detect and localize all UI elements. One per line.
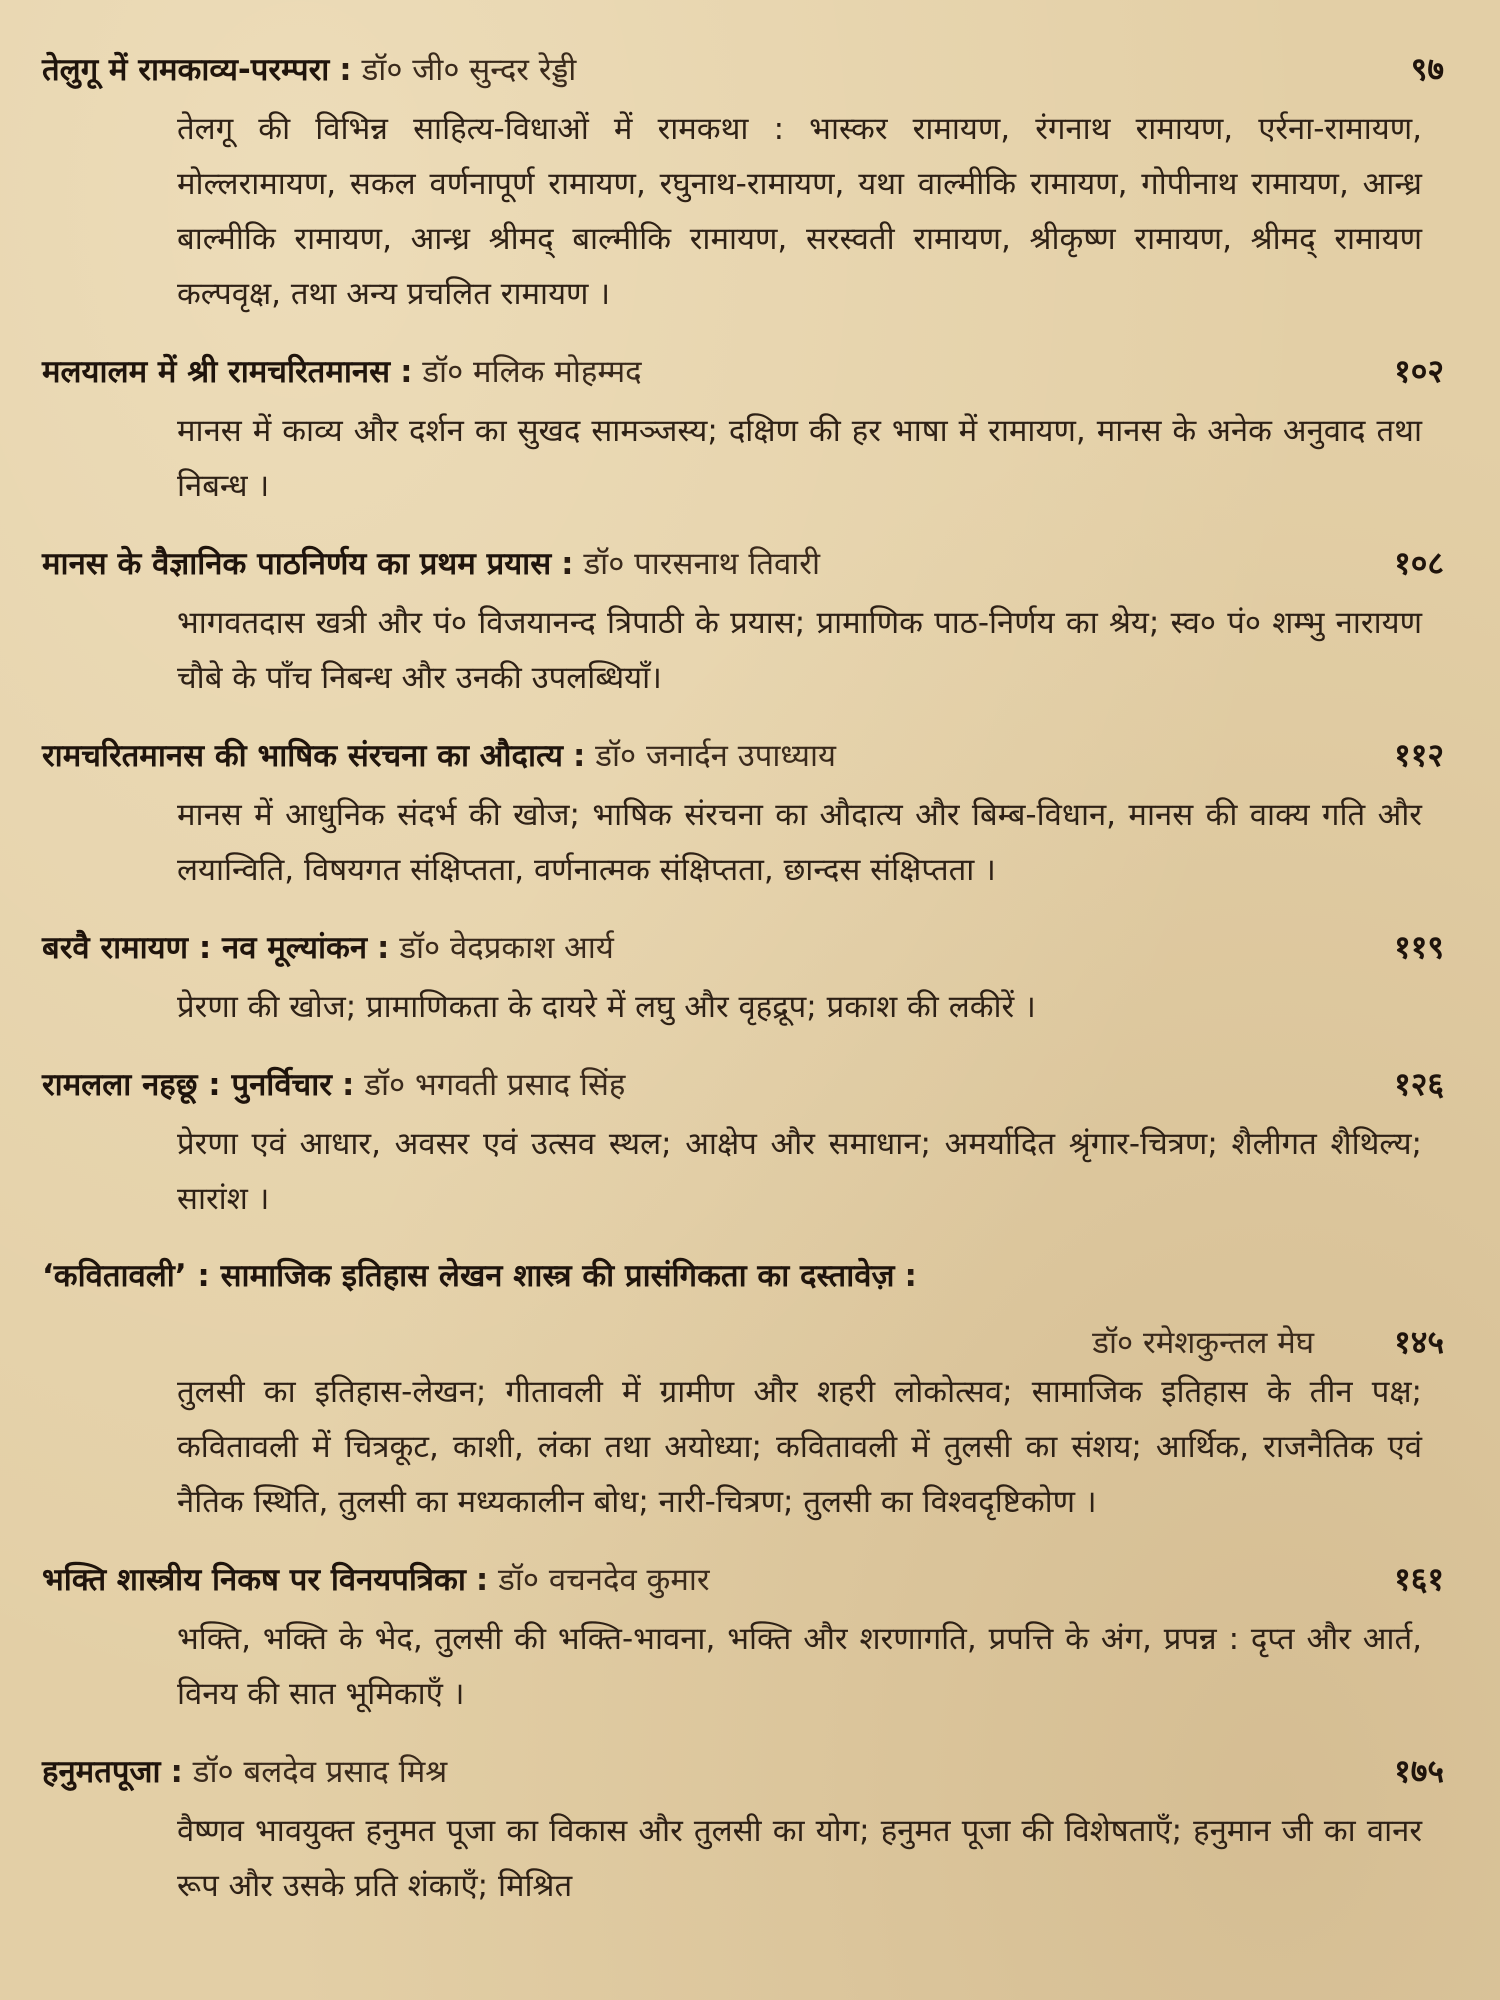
article-title: भक्ति शास्त्रीय निकष पर विनयपत्रिका: [42, 1562, 466, 1598]
article-title: रामलला नहछू : पुनर्विचार: [42, 1067, 332, 1103]
page-number: १४५: [1394, 1323, 1444, 1361]
article-title: बरवै रामायण : नव मूल्यांकन: [42, 930, 368, 966]
toc-entry: [42, 722, 1462, 898]
author-name: डॉ० बलदेव प्रसाद मिश्र: [192, 1754, 448, 1790]
colon-separator: :: [561, 546, 574, 582]
toc-entry: [42, 914, 1462, 1035]
toc-entry: [42, 1051, 1462, 1227]
author-line: [42, 1309, 1462, 1365]
entry-heading: [42, 914, 1462, 980]
colon-separator: :: [904, 1258, 917, 1294]
page-number: १०२: [1394, 352, 1444, 390]
article-summary: प्रेरणा की खोज; प्रामाणिकता के दायरे में लघु और वृहद्रूप; प्रकाश की लकीरें ।: [177, 989, 1036, 1025]
toc-entry: [42, 1738, 1462, 1914]
page-number: १६१: [1394, 1560, 1444, 1598]
colon-separator: :: [475, 1562, 489, 1598]
table-of-contents: [42, 36, 1462, 1930]
article-title: रामचरितमानस की भाषिक संरचना का औदात्य: [42, 738, 563, 774]
article-summary: मानस में काव्य और दर्शन का सुखद सामञ्जस्य; दक्षिण की हर भाषा में रामायण, मानस के अनेक अनुवाद तथा निबन्ध ।: [177, 413, 1422, 504]
article-summary: मानस में आधुनिक संदर्भ की खोज; भाषिक संरचना का औदात्य और बिम्ब-विधान, मानस की वाक्य गति और लयान्विति, विषयगत संक्षिप्तता, वर्णनात्मक संक्षिप्तता, छान्दस संक्षिप्तता ।: [177, 797, 1422, 888]
entry-heading: [42, 722, 1462, 788]
colon-separator: :: [339, 52, 352, 88]
article-title: ‘कवितावली’ : सामाजिक इतिहास लेखन शास्त्र की प्रासंगिकता का दस्तावेज़: [42, 1258, 895, 1294]
article-title: हनुमतपूजा: [42, 1754, 161, 1790]
article-summary: तेलगू की विभिन्न साहित्य-विधाओं में रामकथा : भास्कर रामायण, रंगनाथ रामायण, एर्रना-रामायण, मोल्लरामायण, सकल वर्णनापूर्ण रामायण, रघुनाथ-रामायण, यथा वाल्मीकि रामायण, गोपीनाथ रामायण, आन्ध्र बाल्मीकि रामायण, आन्ध्र श्रीमद् बाल्मीकि रामायण, सरस्वती रामायण, श्रीकृष्ण रामायण, श्रीमद् रामायण कल्पवृक्ष, तथा अन्य प्रचलित रामायण ।: [177, 111, 1422, 312]
article-title: मलयालम में श्री रामचरितमानस: [42, 354, 391, 390]
toc-entry: [42, 1243, 1462, 1530]
colon-separator: :: [400, 354, 413, 390]
page-number: १२६: [1394, 1065, 1444, 1103]
entry-heading: [42, 1738, 1462, 1804]
author-name: डॉ० वेदप्रकाश आर्य: [399, 930, 614, 966]
toc-entry: [42, 36, 1462, 322]
entry-heading: [42, 1243, 1462, 1309]
entry-heading: [42, 36, 1462, 102]
author-name: डॉ० मलिक मोहम्मद: [422, 354, 642, 390]
article-summary: प्रेरणा एवं आधार, अवसर एवं उत्सव स्थल; आक्षेप और समाधान; अमर्यादित श्रृंगार-चित्रण; शैलीगत शैथिल्य; सारांश ।: [177, 1126, 1422, 1217]
article-title: तेलुगू में रामकाव्य-परम्परा: [42, 52, 330, 88]
page-number: १७५: [1394, 1752, 1444, 1790]
article-summary: भागवतदास खत्री और पं० विजयानन्द त्रिपाठी के प्रयास; प्रामाणिक पाठ-निर्णय का श्रेय; स्व० पं० शम्भु नारायण चौबे के पाँच निबन्ध और उनकी उपलब्धियाँ।: [177, 605, 1422, 696]
entry-heading: [42, 530, 1462, 596]
author-name: डॉ० भगवती प्रसाद सिंह: [364, 1067, 626, 1103]
entry-heading: [42, 338, 1462, 404]
article-summary: वैष्णव भावयुक्त हनुमत पूजा का विकास और तुलसी का योग; हनुमत पूजा की विशेषताएँ; हनुमान जी का वानर रूप और उसके प्रति शंकाएँ; मिश्रित: [177, 1813, 1422, 1904]
colon-separator: :: [572, 738, 586, 774]
page-number: ११२: [1394, 736, 1444, 774]
article-summary: तुलसी का इतिहास-लेखन; गीतावली में ग्रामीण और शहरी लोकोत्सव; सामाजिक इतिहास के तीन पक्ष; कवितावली में चित्रकूट, काशी, लंका तथा अयोध्या; कवितावली में तुलसी का संशय; आर्थिक, राजनैतिक एवं नैतिक स्थिति, तुलसी का मध्यकालीन बोध; नारी-चित्रण; तुलसी का विश्वदृष्टिकोण ।: [177, 1374, 1422, 1520]
colon-separator: :: [341, 1067, 355, 1103]
toc-entry: [42, 530, 1462, 706]
page-number: १०८: [1394, 544, 1444, 582]
toc-entry: [42, 1546, 1462, 1722]
article-title: मानस के वैज्ञानिक पाठनिर्णय का प्रथम प्रयास: [42, 546, 552, 582]
author-name: डॉ० पारसनाथ तिवारी: [583, 546, 821, 582]
entry-heading: [42, 1051, 1462, 1117]
author-name: डॉ० रमेशकुन्तल मेघ: [1092, 1325, 1315, 1361]
colon-separator: :: [170, 1754, 183, 1790]
article-summary: भक्ति, भक्ति के भेद, तुलसी की भक्ति-भावना, भक्ति और शरणागति, प्रपत्ति के अंग, प्रपन्न : दृप्त और आर्त, विनय की सात भूमिकाएँ ।: [177, 1621, 1422, 1712]
page-number: ११९: [1394, 928, 1444, 966]
toc-entry: [42, 338, 1462, 514]
entry-heading: [42, 1546, 1462, 1612]
page-number: ९७: [1410, 50, 1444, 88]
author-name: डॉ० जनार्दन उपाध्याय: [595, 738, 837, 774]
author-name: डॉ० जी० सुन्दर रेड्डी: [361, 52, 577, 88]
colon-separator: :: [377, 930, 390, 966]
author-name: डॉ० वचनदेव कुमार: [498, 1562, 710, 1598]
